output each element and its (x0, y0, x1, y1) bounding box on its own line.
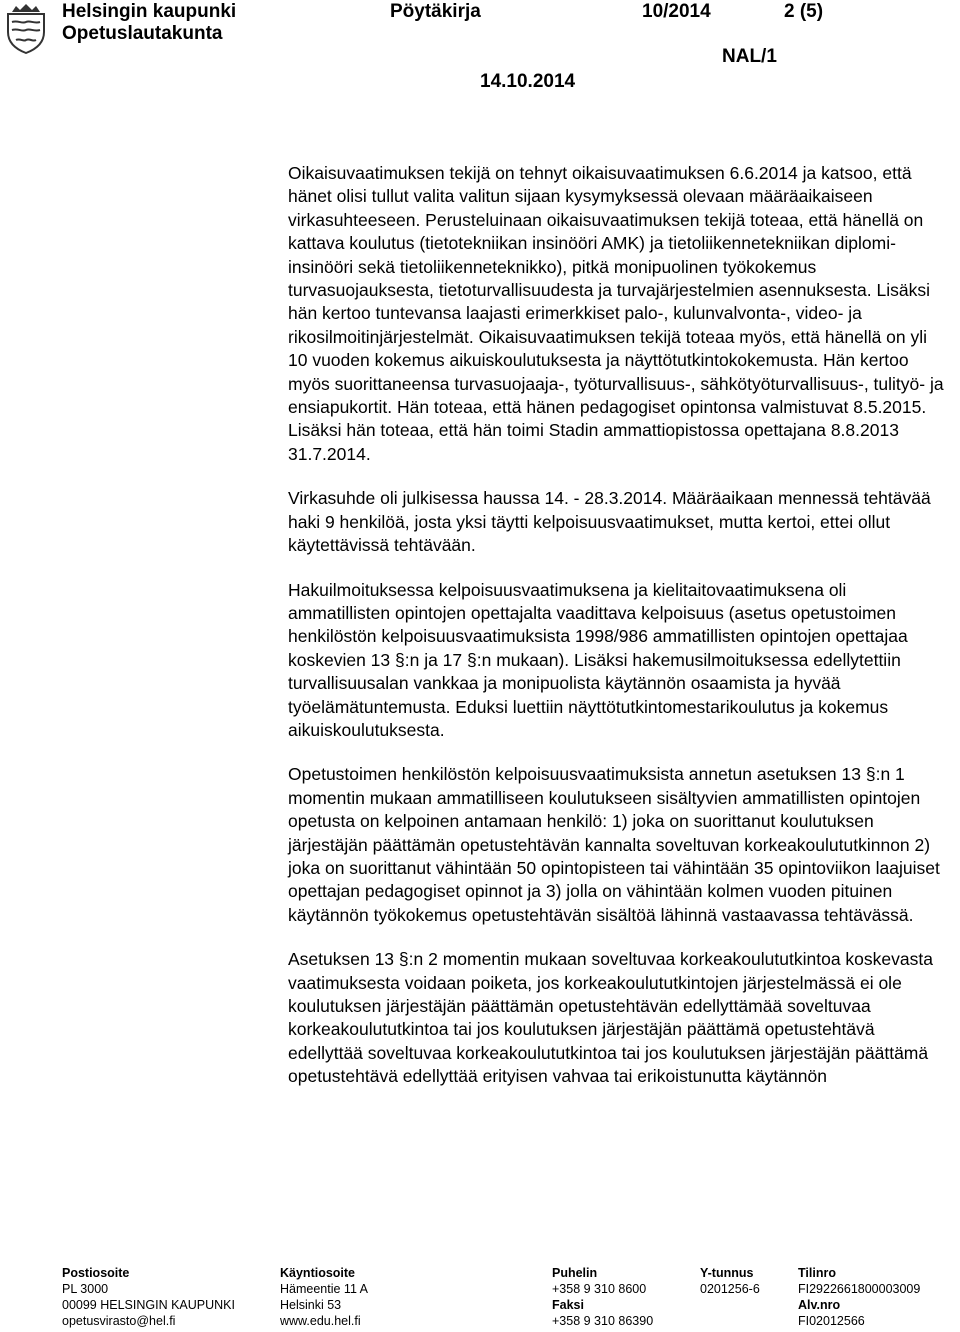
footer-value: Helsinki 53 (280, 1298, 342, 1312)
helsinki-coat-of-arms-icon (4, 2, 48, 54)
paragraph: Opetustoimen henkilöstön kelpoisuusvaatimuksista annetun asetuksen 13 §:n 1 momentin mukaan ammatilliseen koulutukseen sisältyvien ammatillisten opintojen opetusta on kelpoinen antamaan henkilö: 1) joka on suorittanut koulutuksen järjestäjän päättämän opetustehtävän kannalta soveltuvan korkeakoulututkinnon 2) joka on suorittanut vähintään 50 opintopisteen tai vähintään 35 opintoviikon laajuiset opettajan pedagogiset opinnot ja 3) jolla on vähintään kolmen vuoden pituinen käytännön työkokemus opetustehtävän sisältöä lähinnä vastaavassa tehtävässä. (288, 764, 940, 925)
document-type: Pöytäkirja (390, 1, 481, 22)
paragraph: Virkasuhde oli julkisessa haussa 14. - 28.3.2014. Määräaikaan mennessä tehtävää haki 9 henkilöä, josta yksi täytti kelpoisuusvaatimukset, mutta kertoi, ettei ollut käytettävissä tehtävään. (288, 488, 931, 556)
footer-value: PL 3000 (62, 1282, 109, 1296)
meeting-date: 14.10.2014 (480, 71, 576, 92)
department-name: Opetuslautakunta (62, 23, 223, 44)
paragraph: Oikaisuvaatimuksen tekijä on tehnyt oikaisuvaatimuksen 6.6.2014 ja katsoo, että hänet olisi tullut valita valitun sijaan kysymyksessä olevaan määräaikaiseen virkasuhteeseen. Perusteluinaan oikaisuvaatimuksen tekijä toteaa, että hänellä on kattava koulutus (tietotekniikan insinööri AMK) ja tietoliikennetekniikan diplomi-insinööri sekä tietoliikenneteknikko), pitkä monipuolinen työkokemus turvasuojauksesta, tietoturvallisuudesta ja turvajärjestelmien asennuksesta. Lisäksi hän kertoo tuntevansa laajasti erimerkkiset palo-, kulunvalvonta-, video- ja rikosilmoitinjärjestelmät. Oikaisuvaatimuksen tekijä toteaa myös, että hänellä on yli 10 vuoden kokemus aikuiskoulutuksesta ja näyttötutkintokokemusta. Hän kertoo myös suorittaneensa turvasuojaaja-, työturvallisuus-, sähkötyöturvallisuus-, tulityö- ja ensiapukortit. Hän toteaa, että hänen pedagogiset opintonsa valmistuvat 8.5.2015. Lisäksi hän toteaa, että hän toimi Stadin ammattiopistossa opettajana 8.8.2013 31.7.2014. (288, 163, 944, 464)
footer-label: Käyntiosoite (280, 1266, 356, 1280)
footer-label: Alv.nro (798, 1298, 841, 1312)
footer-label: Postiosoite (62, 1266, 130, 1280)
page-number: 2 (5) (784, 1, 824, 22)
footer-label: Tilinro (798, 1266, 836, 1280)
document-number: 10/2014 (642, 1, 711, 22)
footer-value: FI2922661800003009 (798, 1282, 921, 1296)
footer-label: Y-tunnus (700, 1266, 754, 1280)
footer-website: www.edu.hel.fi (280, 1314, 361, 1328)
footer-value: +358 9 310 86390 (552, 1314, 654, 1328)
footer-account (798, 1265, 920, 1329)
section-code: NAL/1 (722, 46, 777, 67)
footer-phone (552, 1265, 653, 1329)
footer-visit-address (280, 1265, 368, 1329)
paragraph: Hakuilmoituksessa kelpoisuusvaatimuksena ja kielitaitovaatimuksena oli ammatillisten opintojen opettajalta vaadittava kelpoisuus (asetus opetustoimen henkilöstön kelpoisuusvaatimuksista 1998/986 ammatillisten opintojen opettajaa koskevien 13 §:n ja 17 §:n mukaan). Lisäksi hakemusilmoituksessa edellytettiin turvallisuusalan vankkaa ja monipuolista käytännön osaamista ja hyvää työelämätuntemusta. Eduksi luettiin näyttötutkintomestarikoulutus ja kokemus aikuiskoulutuksesta. (288, 579, 908, 740)
footer-email: opetusvirasto@hel.fi (62, 1314, 176, 1328)
footer-value: 00099 HELSINGIN KAUPUNKI (62, 1298, 235, 1312)
footer-value: +358 9 310 8600 (552, 1282, 647, 1296)
paragraph: Asetuksen 13 §:n 2 momentin mukaan soveltuvaa korkeakoulututkintoa koskevasta vaatimuksesta voidaan poiketa, jos korkeakoulututkintojen järjestelmässä ei ole koulutuksen järjestäjän päättämän opetustehtävän edellyttämää soveltuvaa korkeakoulututkintoa tai jos koulutuksen järjestäjän päättämä opetustehtävä edellyttää soveltuvaa korkeakoulututkintoa tai jos koulutuksen järjestäjän päättämä opetustehtävä edellyttää erityisen vahvaa tai erikoistunutta käytännön (288, 949, 933, 1087)
footer-postal-address (62, 1265, 235, 1329)
footer-value: FI02012566 (798, 1314, 865, 1328)
footer-value: 0201256-6 (700, 1282, 760, 1296)
footer-business-id (700, 1265, 760, 1297)
footer-value: Hämeentie 11 A (280, 1282, 369, 1296)
document-body (288, 162, 948, 1110)
footer-label: Faksi (552, 1298, 584, 1312)
footer-label: Puhelin (552, 1266, 598, 1280)
organization-name: Helsingin kaupunki (62, 1, 237, 22)
